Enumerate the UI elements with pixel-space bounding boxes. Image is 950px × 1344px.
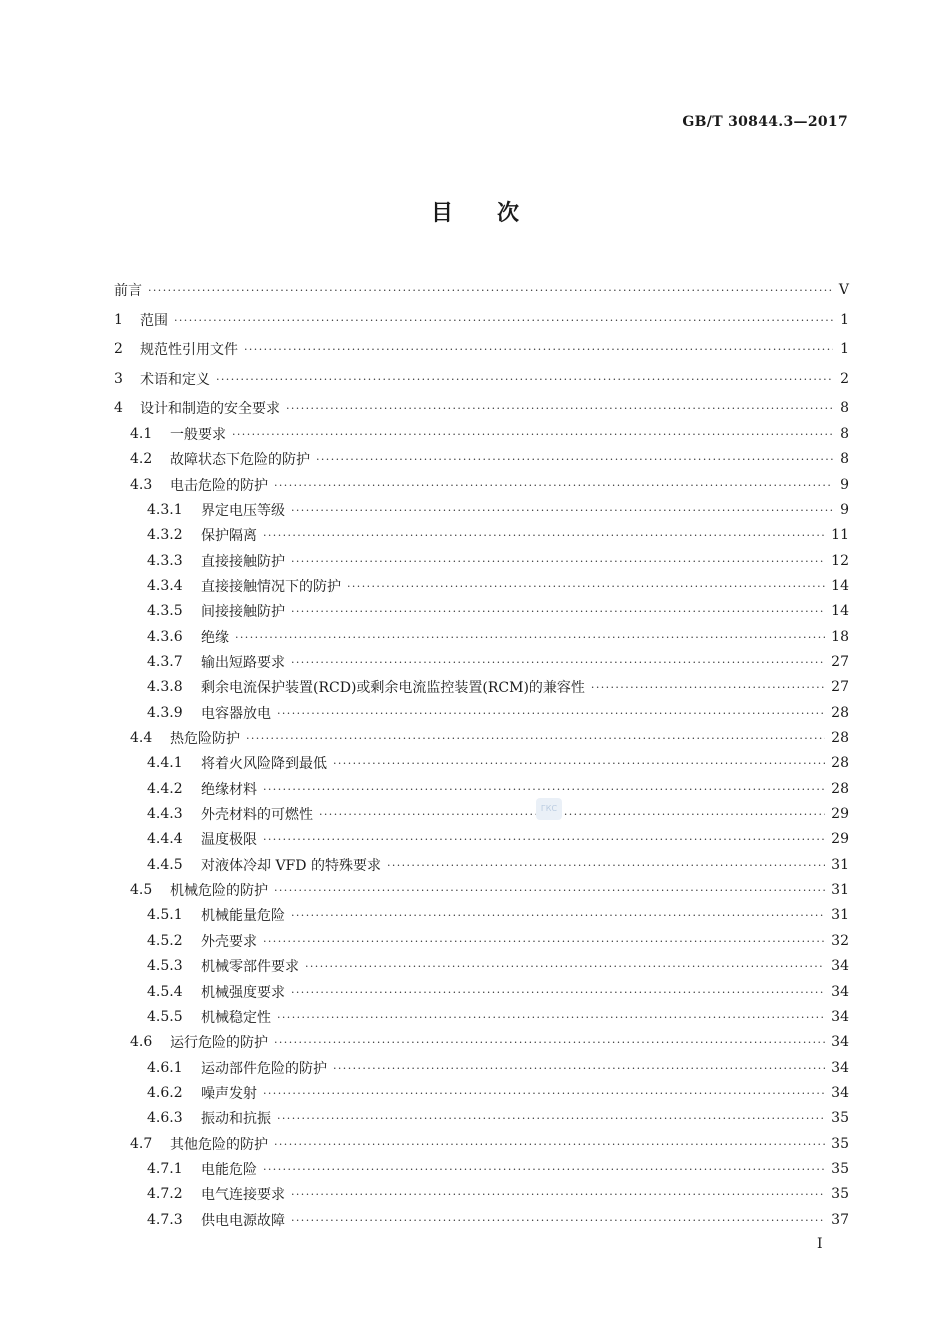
toc-entry-page: 35 xyxy=(831,1136,849,1152)
toc-entry-page: 29 xyxy=(831,806,849,822)
toc-entry-label: 界定电压等级 xyxy=(201,503,285,519)
toc-entry-label: 振动和抗振 xyxy=(201,1111,271,1127)
toc-entry-label: 对液体冷却 VFD 的特殊要求 xyxy=(201,858,381,874)
toc-entry-number: 4.7.3 xyxy=(147,1212,183,1228)
toc-dot-leader xyxy=(148,284,833,297)
toc-entry-number: 4.6.2 xyxy=(147,1085,183,1101)
toc-dot-leader xyxy=(274,1138,825,1151)
toc-dot-leader xyxy=(291,1188,825,1201)
toc-dot-leader xyxy=(232,428,833,441)
toc-dot-leader xyxy=(277,1011,825,1024)
toc-entry-number: 4.3.4 xyxy=(147,578,183,594)
toc-entry[interactable] xyxy=(147,499,849,521)
toc-entry[interactable] xyxy=(147,651,849,673)
toc-entry-number: 4.2 xyxy=(130,451,153,467)
toc-dot-leader xyxy=(235,631,825,644)
toc-entry-page: 27 xyxy=(831,679,849,695)
toc-entry-label: 故障状态下危险的防护 xyxy=(170,452,310,468)
toc-entry-label: 噪声发射 xyxy=(201,1086,257,1102)
toc-entry-page: 31 xyxy=(831,907,849,923)
toc-entry[interactable] xyxy=(147,981,849,1003)
toc-dot-leader xyxy=(286,402,833,415)
toc-entry[interactable] xyxy=(147,778,849,800)
toc-entry-label: 机械能量危险 xyxy=(201,908,285,924)
toc-entry[interactable] xyxy=(147,676,849,698)
toc-entry-page: 34 xyxy=(831,1085,849,1101)
toc-entry-label: 前言 xyxy=(114,283,142,299)
toc-entry[interactable] xyxy=(130,879,849,901)
toc-dot-leader xyxy=(291,986,825,999)
toc-entry-number: 4.3.5 xyxy=(147,603,183,619)
toc-entry[interactable] xyxy=(147,930,849,952)
toc-dot-leader xyxy=(291,909,825,922)
toc-entry[interactable] xyxy=(147,1158,849,1180)
toc-entry-label: 其他危险的防护 xyxy=(170,1137,268,1153)
toc-dot-leader xyxy=(263,833,825,846)
toc-entry-page: 11 xyxy=(831,527,849,543)
toc-dot-leader xyxy=(246,732,825,745)
toc-dot-leader xyxy=(347,580,825,593)
toc-entry-page: 1 xyxy=(840,312,849,328)
toc-entry[interactable] xyxy=(147,1209,849,1231)
toc-entry-number: 4.3 xyxy=(130,477,153,493)
toc-entry-page: 34 xyxy=(831,1034,849,1050)
toc-entry[interactable] xyxy=(130,474,849,496)
toc-entry[interactable] xyxy=(147,1006,849,1028)
toc-entry-page: V xyxy=(838,282,849,298)
toc-entry[interactable] xyxy=(147,752,849,774)
toc-entry-label: 间接接触防护 xyxy=(201,604,285,620)
toc-entry-number: 4.4.4 xyxy=(147,831,183,847)
toc-entry-number: 4.4.1 xyxy=(147,755,183,771)
toc-entry-page: 9 xyxy=(840,477,849,493)
toc-entry-number: 1 xyxy=(114,312,123,328)
toc-entry-page: 18 xyxy=(831,629,849,645)
toc-entry-number: 4.4.3 xyxy=(147,806,183,822)
toc-dot-leader xyxy=(277,707,825,720)
toc-entry[interactable] xyxy=(147,828,849,850)
toc-entry[interactable] xyxy=(147,854,849,876)
toc-dot-leader xyxy=(291,656,825,669)
toc-entry-label: 一般要求 xyxy=(170,427,226,443)
toc-entry[interactable] xyxy=(147,904,849,926)
toc-entry-label: 绝缘材料 xyxy=(201,782,257,798)
page-title-left: 目 xyxy=(430,201,453,226)
toc-entry-page: 27 xyxy=(831,654,849,670)
toc-entry-label: 机械危险的防护 xyxy=(170,883,268,899)
toc-entry[interactable] xyxy=(147,702,849,724)
toc-entry-label: 术语和定义 xyxy=(140,372,210,388)
toc-entry-number: 4.7.2 xyxy=(147,1186,183,1202)
toc-dot-leader xyxy=(319,808,825,821)
toc-entry[interactable] xyxy=(130,727,849,749)
toc-entry-page: 29 xyxy=(831,831,849,847)
toc-dot-leader xyxy=(316,453,833,466)
toc-entry-label: 运动部件危险的防护 xyxy=(201,1061,327,1077)
toc-entry-label: 热危险防护 xyxy=(170,731,240,747)
toc-entry-page: 28 xyxy=(831,730,849,746)
toc-entry-number: 4.6.3 xyxy=(147,1110,183,1126)
toc-entry-number: 4.5.2 xyxy=(147,933,183,949)
watermark-logo: ГКС xyxy=(536,798,562,820)
toc-entry-number: 4.5.4 xyxy=(147,984,183,1000)
page-title xyxy=(0,196,950,227)
toc-entry[interactable] xyxy=(147,1057,849,1079)
toc-entry-label: 温度极限 xyxy=(201,832,257,848)
toc-entry-label: 剩余电流保护装置(RCD)或剩余电流监控装置(RCM)的兼容性 xyxy=(201,680,585,696)
toc-entry[interactable] xyxy=(114,309,849,331)
toc-dot-leader xyxy=(263,1087,825,1100)
toc-entry[interactable] xyxy=(147,600,849,622)
toc-entry-label: 输出短路要求 xyxy=(201,655,285,671)
toc-entry-page: 34 xyxy=(831,984,849,1000)
toc-entry-number: 4 xyxy=(114,400,123,416)
toc-entry-label: 机械强度要求 xyxy=(201,985,285,1001)
toc-entry-number: 3 xyxy=(114,371,123,387)
toc-entry-label: 电气连接要求 xyxy=(201,1187,285,1203)
toc-entry-page: 28 xyxy=(831,781,849,797)
toc-entry[interactable] xyxy=(147,803,849,825)
toc-entry-label: 绝缘 xyxy=(201,630,229,646)
toc-entry-page: 8 xyxy=(840,400,849,416)
toc-entry-number: 4.3.8 xyxy=(147,679,183,695)
toc-entry[interactable] xyxy=(147,955,849,977)
toc-entry-page: 14 xyxy=(831,578,849,594)
toc-dot-leader xyxy=(263,935,825,948)
toc-dot-leader xyxy=(263,783,825,796)
toc-dot-leader xyxy=(387,859,825,872)
toc-entry-label: 电能危险 xyxy=(201,1162,257,1178)
toc-entry[interactable] xyxy=(130,1133,849,1155)
toc-entry-number: 4.3.3 xyxy=(147,553,183,569)
toc-entry-number: 4.3.2 xyxy=(147,527,183,543)
toc-entry-page: 31 xyxy=(831,857,849,873)
toc-dot-leader xyxy=(274,1036,825,1049)
toc-entry-label: 电容器放电 xyxy=(201,706,271,722)
toc-entry-number: 4.5.1 xyxy=(147,907,183,923)
toc-entry-number: 4.3.6 xyxy=(147,629,183,645)
toc-entry-page: 28 xyxy=(831,705,849,721)
toc-entry-label: 电击危险的防护 xyxy=(170,478,268,494)
toc-entry-page: 34 xyxy=(831,958,849,974)
toc-entry-label: 设计和制造的安全要求 xyxy=(140,401,280,417)
toc-entry-number: 4.5.5 xyxy=(147,1009,183,1025)
toc-entry[interactable] xyxy=(114,368,849,390)
toc-entry-page: 8 xyxy=(840,426,849,442)
toc-entry-label: 运行危险的防护 xyxy=(170,1035,268,1051)
toc-entry-number: 4.5.3 xyxy=(147,958,183,974)
toc-dot-leader xyxy=(263,1163,825,1176)
toc-entry[interactable] xyxy=(130,1031,849,1053)
toc-entry[interactable] xyxy=(147,575,849,597)
toc-entry-number: 4.4.2 xyxy=(147,781,183,797)
toc-entry-page: 2 xyxy=(840,371,849,387)
toc-entry-number: 4.6 xyxy=(130,1034,153,1050)
toc-dot-leader xyxy=(291,1214,825,1227)
toc-entry-number: 4.4 xyxy=(130,730,153,746)
toc-dot-leader xyxy=(277,1112,825,1125)
toc-entry-number: 4.1 xyxy=(130,426,153,442)
toc-dot-leader xyxy=(291,504,833,517)
toc-entry-page: 1 xyxy=(840,341,849,357)
toc-entry-page: 35 xyxy=(831,1110,849,1126)
toc-dot-leader xyxy=(274,479,833,492)
page-title-right: 次 xyxy=(497,201,520,226)
toc-entry-page: 37 xyxy=(831,1212,849,1228)
toc-entry-page: 9 xyxy=(840,502,849,518)
toc-entry-page: 34 xyxy=(831,1009,849,1025)
toc-entry-page: 8 xyxy=(840,451,849,467)
toc-entry-page: 14 xyxy=(831,603,849,619)
toc-entry[interactable] xyxy=(114,397,849,419)
toc-entry-number: 4.7 xyxy=(130,1136,153,1152)
toc-dot-leader xyxy=(305,960,825,973)
toc-entry[interactable] xyxy=(147,550,849,572)
toc-entry-label: 直接接触防护 xyxy=(201,554,285,570)
toc-dot-leader xyxy=(291,605,825,618)
toc-entry-number: 4.3.7 xyxy=(147,654,183,670)
toc-entry-page: 32 xyxy=(831,933,849,949)
toc-entry[interactable] xyxy=(130,448,849,470)
toc-entry-page: 31 xyxy=(831,882,849,898)
toc-entry-number: 4.7.1 xyxy=(147,1161,183,1177)
toc-dot-leader xyxy=(591,681,825,694)
toc-entry-label: 直接接触情况下的防护 xyxy=(201,579,341,595)
toc-dot-leader xyxy=(244,343,833,356)
page-number: I xyxy=(817,1236,823,1252)
toc-dot-leader xyxy=(216,373,833,386)
toc-entry-label: 外壳要求 xyxy=(201,934,257,950)
toc-entry-page: 35 xyxy=(831,1161,849,1177)
toc-entry[interactable] xyxy=(147,1082,849,1104)
toc-dot-leader xyxy=(333,757,825,770)
toc-entry-page: 34 xyxy=(831,1060,849,1076)
toc-entry-page: 35 xyxy=(831,1186,849,1202)
toc-entry-label: 规范性引用文件 xyxy=(140,342,238,358)
toc-entry-label: 机械零部件要求 xyxy=(201,959,299,975)
toc-entry-label: 将着火风险降到最低 xyxy=(201,756,327,772)
toc-entry[interactable] xyxy=(147,524,849,546)
toc-entry-page: 28 xyxy=(831,755,849,771)
toc-entry-number: 4.5 xyxy=(130,882,153,898)
toc-entry-number: 4.4.5 xyxy=(147,857,183,873)
toc-entry-number: 2 xyxy=(114,341,123,357)
toc-entry[interactable] xyxy=(114,279,849,301)
toc-entry-page: 12 xyxy=(831,553,849,569)
standard-code: GB/T 30844.3—2017 xyxy=(682,114,848,130)
toc-entry-label: 范围 xyxy=(140,313,168,329)
toc-entry-label: 保护隔离 xyxy=(201,528,257,544)
toc-entry-number: 4.3.9 xyxy=(147,705,183,721)
toc-entry-label: 外壳材料的可燃性 xyxy=(201,807,313,823)
toc-dot-leader xyxy=(333,1062,825,1075)
toc-dot-leader xyxy=(291,555,825,568)
toc-entry[interactable] xyxy=(147,626,849,648)
toc-entry[interactable] xyxy=(130,423,849,445)
toc-entry-label: 机械稳定性 xyxy=(201,1010,271,1026)
toc-entry-label: 供电电源故障 xyxy=(201,1213,285,1229)
toc-dot-leader xyxy=(263,529,825,542)
toc-entry-number: 4.6.1 xyxy=(147,1060,183,1076)
toc-entry[interactable] xyxy=(114,338,849,360)
toc-entry[interactable] xyxy=(147,1183,849,1205)
toc-dot-leader xyxy=(274,884,825,897)
toc-entry[interactable] xyxy=(147,1107,849,1129)
toc-entry-number: 4.3.1 xyxy=(147,502,183,518)
toc-dot-leader xyxy=(174,314,833,327)
